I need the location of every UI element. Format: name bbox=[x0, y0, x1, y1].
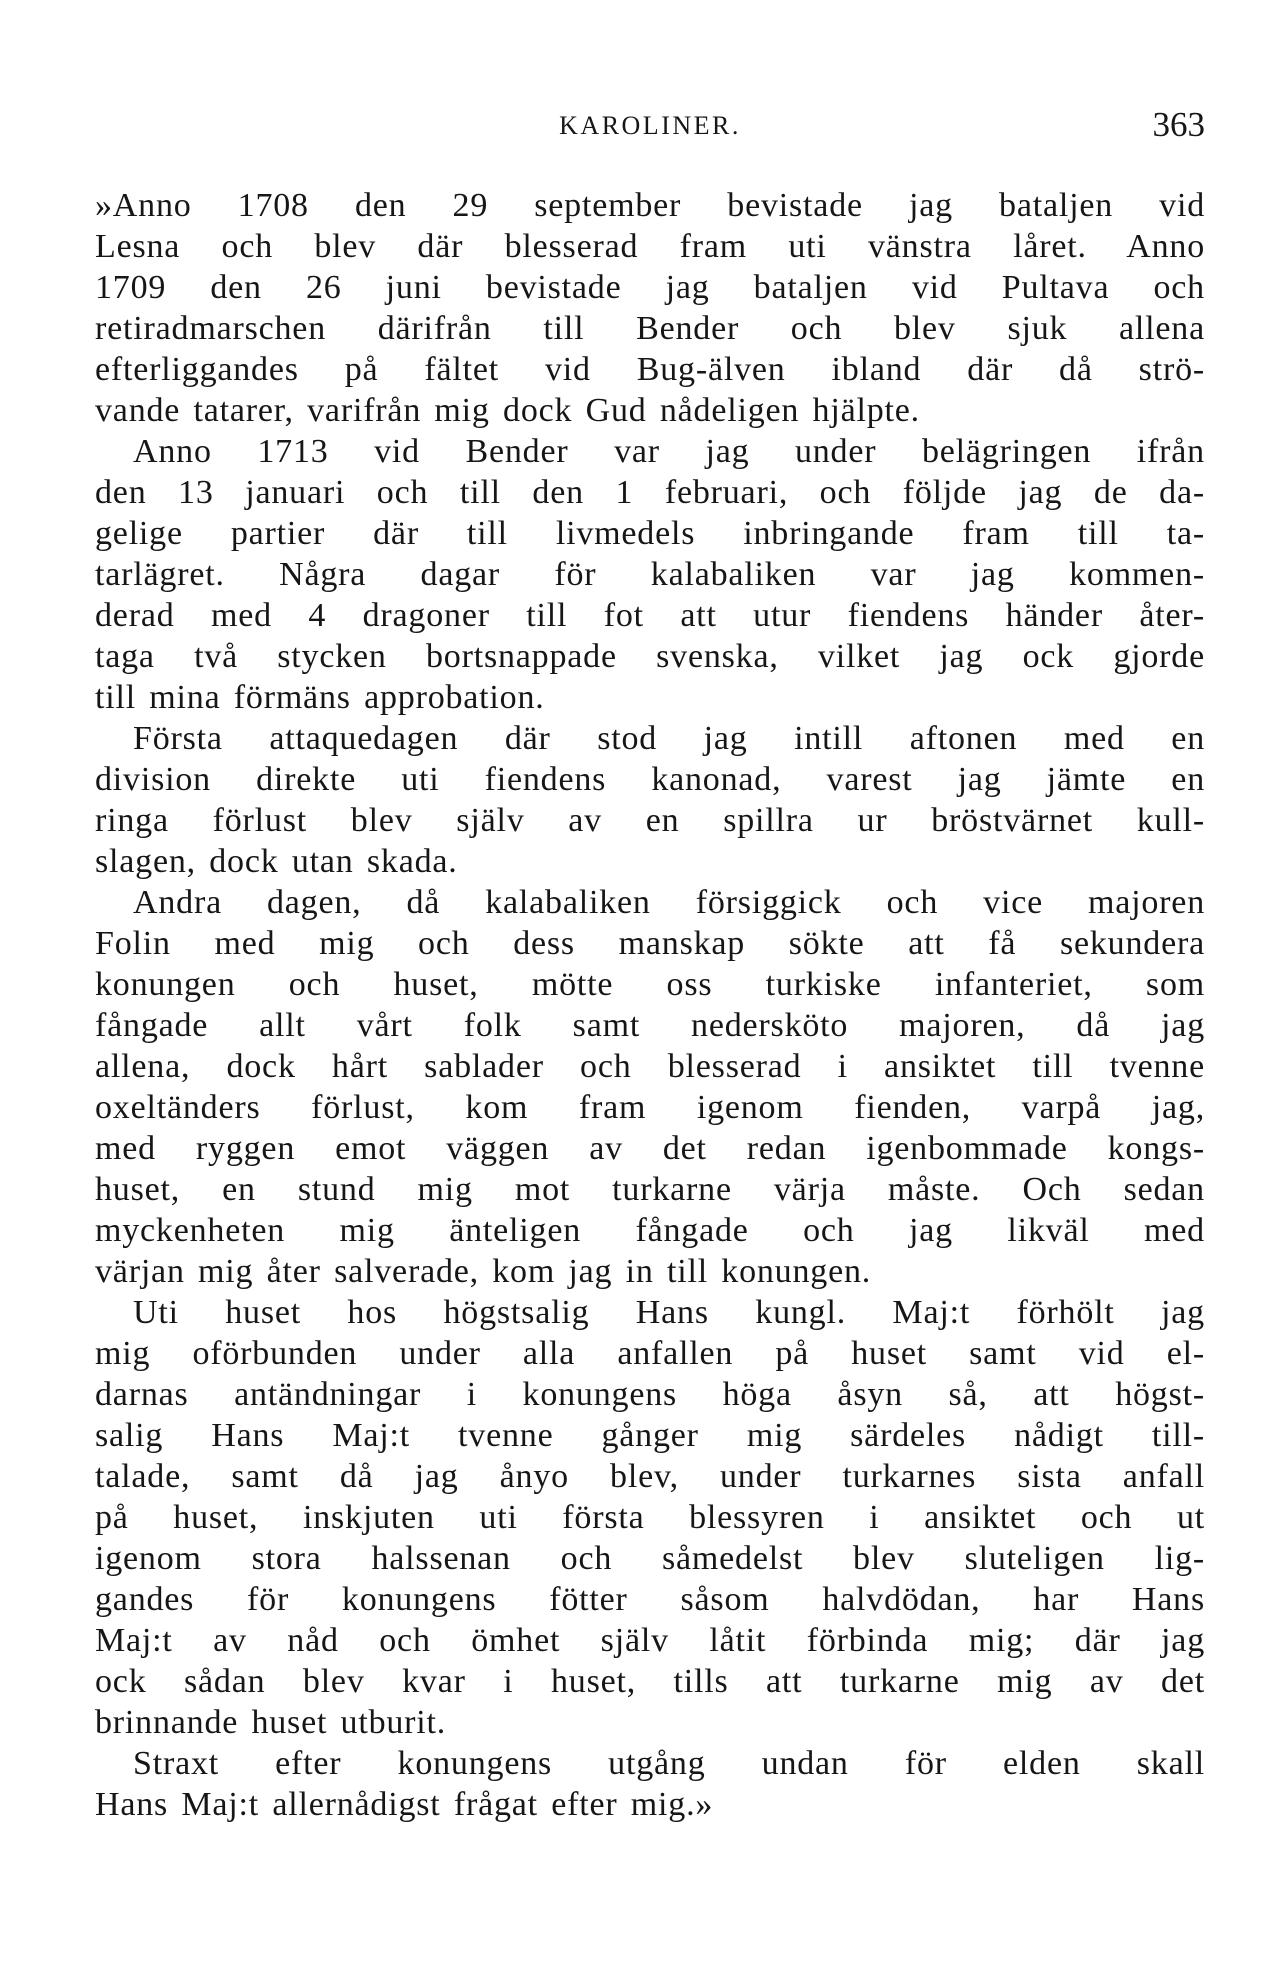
text-line: gandes för konungens fötter såsom halvdödan, har Hans bbox=[95, 1581, 1205, 1618]
text-line: »Anno 1708 den 29 september bevistade jag bataljen vid bbox=[95, 187, 1205, 224]
running-title: KAROLINER. bbox=[559, 111, 741, 140]
text-line: slagen, dock utan skada. bbox=[95, 843, 458, 880]
text-line: Maj:t av nåd och ömhet själv låtit förbinda mig; där jag bbox=[95, 1622, 1205, 1659]
text-line: allena, dock hårt sablader och blesserad i ansiktet till tvenne bbox=[95, 1048, 1205, 1085]
text-line: derad med 4 dragoner till fot att utur fiendens händer åter- bbox=[95, 597, 1205, 634]
text-line: myckenheten mig änteligen fångade och jag likväl med bbox=[95, 1212, 1205, 1249]
running-head bbox=[95, 105, 1205, 145]
text-line: igenom stora halssenan och såmedelst blev sluteligen lig- bbox=[95, 1540, 1205, 1577]
text-line: division direkte uti fiendens kanonad, varest jag jämte en bbox=[95, 761, 1205, 798]
body-text bbox=[95, 185, 1205, 1825]
text-line: talade, samt då jag ånyo blev, under turkarnes sista anfall bbox=[95, 1458, 1205, 1495]
text-line: 1709 den 26 juni bevistade jag bataljen vid Pultava och bbox=[95, 269, 1205, 306]
text-line: gelige partier där till livmedels inbringande fram till ta- bbox=[95, 515, 1205, 552]
text-line: Hans Maj:t allernådigst frågat efter mig.» bbox=[95, 1786, 714, 1823]
text-line: tarlägret. Några dagar för kalabaliken var jag kommen- bbox=[95, 556, 1205, 593]
text-line: Lesna och blev där blesserad fram uti vänstra låret. Anno bbox=[95, 228, 1205, 265]
text-line: taga två stycken bortsnappade svenska, vilket jag ock gjorde bbox=[95, 638, 1205, 675]
page-number: 363 bbox=[1152, 105, 1205, 144]
text-line: på huset, inskjuten uti första blessyren i ansiktet och ut bbox=[95, 1499, 1205, 1536]
text-line: Uti huset hos högstsalig Hans kungl. Maj:t förhölt jag bbox=[133, 1294, 1205, 1331]
text-line: fångade allt vårt folk samt nedersköto majoren, då jag bbox=[95, 1007, 1205, 1044]
text-line: brinnande huset utburit. bbox=[95, 1704, 447, 1741]
text-line: retiradmarschen därifrån till Bender och blev sjuk allena bbox=[95, 310, 1205, 347]
text-line: Anno 1713 vid Bender var jag under belägringen ifrån bbox=[133, 433, 1205, 470]
text-line: efterliggandes på fältet vid Bug-älven ibland där då strö- bbox=[95, 351, 1205, 388]
text-line: oxeltänders förlust, kom fram igenom fienden, varpå jag, bbox=[95, 1089, 1205, 1126]
text-line: vande tatarer, varifrån mig dock Gud nådeligen hjälpte. bbox=[95, 392, 920, 429]
text-line: Folin med mig och dess manskap sökte att få sekundera bbox=[95, 925, 1205, 962]
text-line: Straxt efter konungens utgång undan för elden skall bbox=[133, 1745, 1205, 1782]
text-line: till mina förmäns approbation. bbox=[95, 679, 545, 716]
text-line: salig Hans Maj:t tvenne gånger mig särdeles nådigt till- bbox=[95, 1417, 1205, 1454]
text-line: ock sådan blev kvar i huset, tills att turkarne mig av det bbox=[95, 1663, 1205, 1700]
text-line: Andra dagen, då kalabaliken försiggick och vice majoren bbox=[133, 884, 1205, 921]
text-line: huset, en stund mig mot turkarne värja måste. Och sedan bbox=[95, 1171, 1205, 1208]
text-line: med ryggen emot väggen av det redan igenbommade kongs- bbox=[95, 1130, 1205, 1167]
text-line: värjan mig åter salverade, kom jag in till konungen. bbox=[95, 1253, 872, 1290]
text-line: den 13 januari och till den 1 februari, och följde jag de da- bbox=[95, 474, 1205, 511]
text-line: Första attaquedagen där stod jag intill aftonen med en bbox=[133, 720, 1205, 757]
text-line: mig oförbunden under alla anfallen på huset samt vid el- bbox=[95, 1335, 1205, 1372]
text-line: ringa förlust blev själv av en spillra ur bröstvärnet kull- bbox=[95, 802, 1205, 839]
text-line: konungen och huset, mötte oss turkiske infanteriet, som bbox=[95, 966, 1205, 1003]
text-line: darnas antändningar i konungens höga åsyn så, att högst- bbox=[95, 1376, 1205, 1413]
